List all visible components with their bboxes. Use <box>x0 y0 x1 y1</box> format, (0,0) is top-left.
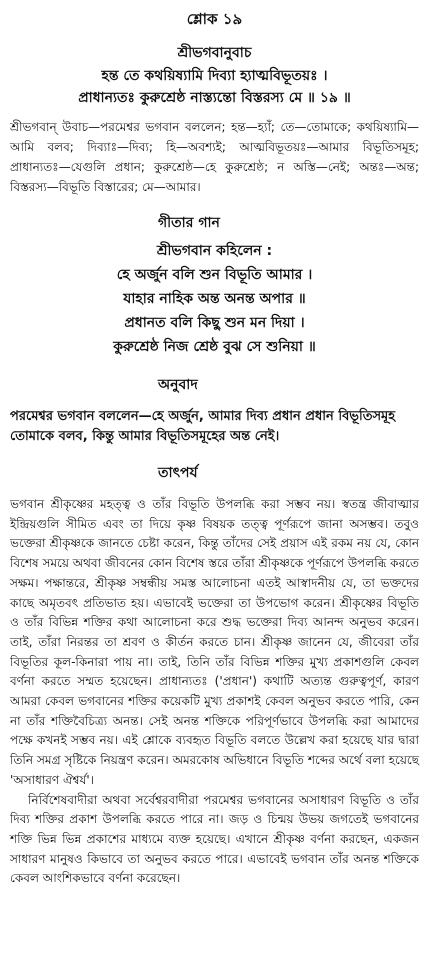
word-synonyms: শ্রীভগবান্ উবাচ—পরমেশ্বর ভগবান বললেন; হন্ত—হ্যাঁ; তে—তোমাকে; কথয়িষ্যামি—আমি বলব; দিব্যাঃ—দিব্য; হি—অবশ্যই; আত্মবিভূতয়ঃ—আমার বিভূতিসমূহ; প্রাধান্যতঃ—যেগুলি প্রধান; কুরুশ্রেষ্ঠ—হে কুরুশ্রেষ্ঠ; ন অস্তি—নেই; অন্তঃ—অন্ত; বিস্তরস্য—বিভূতি বিস্তারের; মে—আমার। <box>10 120 419 194</box>
purport-paragraph-1: ভগবান শ্রীকৃষ্ণের মহত্ত্ব ও তাঁর বিভূতি উপলব্ধি করা সম্ভব নয়। স্বতন্ত্র জীবাত্মার ইন্দ্রিয়গুলি সীমিত এবং তা দিয়ে কৃষ্ণ বিষয়ক তত্ত্ব পূর্ণরূপে জানা অসম্ভব। তবুও ভক্তেরা শ্রীকৃষ্ণকে জানতে চেষ্টা করেন, কিন্তু তাঁদের সেই প্রয়াস এই রকম নয় যে, কোন বিশেষ সময়ে অথবা জীবনের কোন বিশেষ স্তরে তাঁরা শ্রীকৃষ্ণকে পূর্ণরূপে উপলব্ধি করতে সক্ষম। পক্ষান্তরে, শ্রীকৃষ্ণ সম্বন্ধীয় সমস্ত আলোচনা এতই আস্বাদনীয় যে, তা ভক্তদের কাছে অমৃতবৎ প্রতিভাত হয়। এভাবেই ভক্তেরা তা উপভোগ করেন। শ্রীকৃষ্ণের বিভূতি ও তাঁর বিভিন্ন শক্তির কথা আলোচনা করে শুদ্ধ ভক্তেরা দিব্য আনন্দ অনুভব করেন। তাই, তাঁরা নিরন্তর তা শ্রবণ ও কীর্তন করতে চান। শ্রীকৃষ্ণ জানেন যে, জীবেরা তাঁর বিভূতির কূল-কিনারা পায় না। তাই, তিনি তাঁর বিভিন্ন শক্তির মুখ্য প্রকাশগুলি কেবল বর্ণনা করতে সম্মত হয়েছেন। প্রাধান্যতঃ ('প্রধান') কথাটি অত্যন্ত গুরুত্বপূর্ণ, কারণ আমরা কেবল ভগবানের শক্তির কয়েকটি মুখ্য প্রকাশই কেবল অনুভব করতে পারি, কেন না তাঁর শক্তিবৈচিত্র্য অনন্ত। সেই অনন্ত শক্তিকে পরিপূর্ণভাবে উপলব্ধি করা আমাদের পক্ষে কখনই সম্ভব নয়। এই শ্লোকে ব্যবহৃত বিভূতি বলতে উল্লেখ করা হয়েছে যার দ্বারা তিনি সমগ্র সৃষ্টিকে নিয়ন্ত্রণ করেন। অমরকোষ অভিধানে বিভূতি শব্দের অর্থে বলা হয়েছে 'অসাধারণ ঐশ্বর্য'। <box>10 497 419 787</box>
song-verses <box>10 263 419 359</box>
song-line-4: কুরুশ্রেষ্ঠ নিজ শ্রেষ্ঠ বুঝ সে শুনিয়া ॥ <box>113 339 316 355</box>
song-line-1: হে অর্জুন বলি শুন বিভূতি আমার । <box>116 267 313 283</box>
sanskrit-verse <box>10 65 419 109</box>
song-intro: শ্রীভগবান কহিলেন : <box>156 243 273 259</box>
song-title: গীতার গান <box>158 215 220 231</box>
purport-paragraph-2: নির্বিশেষবাদীরা অথবা সর্বেশ্বরবাদীরা পরমেশ্বর ভগবানের অসাধারণ বিভূতি ও তাঁর দিব্য শক্তির প্রকাশ উপলব্ধি করতে পারে না। জড় ও চিন্ময় উভয় জগতেই ভগবানের শক্তি ভিন্ন ভিন্ন প্রকাশের মাধ্যমে ব্যক্ত হয়েছে। এখানে শ্রীকৃষ্ণ বর্ণনা করছেন, একজন সাধারণ মানুষও কিভাবে তা অনুভব করতে পারে। এভাবেই ভগবান তাঁর অনন্ত শক্তিকে কেবল আংশিকভাবে বর্ণনা করেছেন। <box>10 792 419 886</box>
sanskrit-line-2: প্রাধান্যতঃ কুরুশ্রেষ্ঠ নাস্ত্যন্তো বিস্তরস্য মে ॥ ১৯ ॥ <box>78 90 351 106</box>
translation-title: অনুবাদ <box>158 377 198 393</box>
purport-title: তাৎপর্য <box>158 465 198 481</box>
song-line-3: প্রধানত বলি কিছু শুন মন দিয়া । <box>124 315 305 331</box>
purport-body <box>10 495 419 889</box>
translation-text: পরমেশ্বর ভগবান বললেন—হে অর্জুন, আমার দিব্য প্রধান প্রধান বিভূতিসমূহ তোমাকে বলব, কিন্তু আমার বিভূতিসমূহের অন্ত নেই। <box>10 409 396 444</box>
verse-number: শ্লোক ১৯ <box>186 10 243 28</box>
song-line-2: যাহার নাহিক অন্ত অনন্ত অপার ॥ <box>123 291 306 307</box>
verse-speaker: শ্রীভগবানুবাচ <box>177 45 252 61</box>
sanskrit-line-1: হন্ত তে কথয়িষ্যামি দিব্যা হ্যাত্মবিভূতয়ঃ । <box>101 68 328 84</box>
